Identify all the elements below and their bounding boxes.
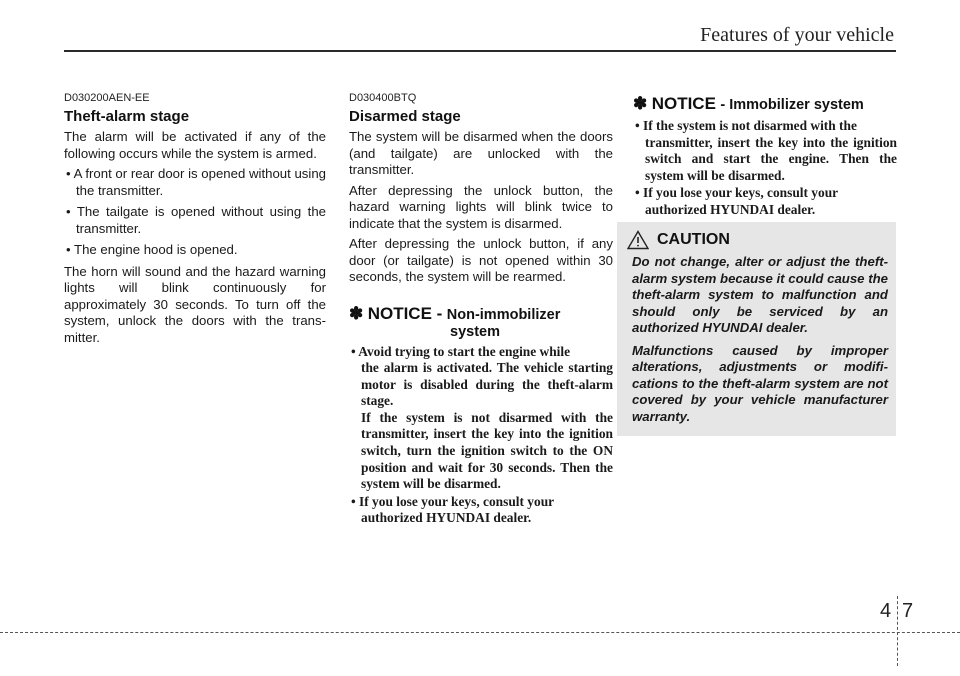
notice-heading-non-immobilizer — [349, 304, 613, 340]
list-item: • If you lose your keys, consult your authorized HYUNDAI dealer. — [351, 493, 555, 526]
disarmed-paragraph-3: After depressing the unlock button, if any door (or tailgate) is not opened within 30 seconds, the system will be rearmed. — [349, 236, 613, 284]
notice-star-icon: ✽ — [349, 303, 364, 323]
warning-triangle-icon — [627, 230, 649, 250]
disarmed-paragraph-1: The system will be disarmed when the doors (and tailgate) are unlocked with the transmitter. — [349, 129, 613, 177]
notice-star-icon: ✽ — [633, 94, 648, 113]
caution-box — [617, 222, 896, 436]
caution-title: CAUTION — [657, 231, 730, 248]
theft-alarm-section — [64, 92, 326, 350]
caution-body — [632, 254, 888, 431]
list-item: • If you lose your keys, consult your authorized HYUNDAI dealer. — [635, 185, 839, 217]
notice-subtitle: Non-immobilizer — [446, 306, 561, 323]
notice-immobilizer-list — [633, 118, 897, 219]
notice-label: NOTICE — [651, 94, 716, 113]
caution-heading — [627, 230, 730, 250]
page-number: 7 — [902, 600, 914, 622]
theft-bullet-list — [64, 166, 326, 259]
section-code: D030200AEN-EE — [64, 92, 150, 104]
list-item: • The engine hood is opened. — [66, 242, 238, 257]
notice-subtitle: - Immobilizer system — [720, 97, 864, 113]
section-code: D030400BTQ — [349, 92, 417, 104]
notice-heading-immobilizer — [633, 94, 897, 114]
theft-intro: The alarm will be activated if any of the following occurs while the system is armed. — [64, 129, 326, 161]
chapter-number: 4 — [880, 600, 892, 622]
list-item: • A front or rear door is opened without using the transmitter. — [66, 166, 326, 198]
disarmed-section — [349, 92, 613, 528]
header-rule — [64, 50, 896, 52]
page-number-separator — [897, 596, 898, 666]
caution-paragraph-1: Do not change, alter or adjust the theft-alarm system because it could cause the theft-alarm system to malfunction and should only be serviced by an authorized HYUNDAI dealer. — [632, 254, 888, 335]
page-header-title: Features of your vehicle — [700, 24, 894, 46]
list-item: • The tailgate is opened without using the transmitter. — [66, 204, 326, 236]
immobilizer-notice-section — [633, 94, 897, 220]
theft-paragraph: The horn will sound and the hazard warning lights will blink continuously for approximately 30 seconds. To turn off the system, unlock the doors with the trans-mitter. — [64, 263, 326, 345]
list-item: • Avoid trying to start the engine while the alarm is activated. The vehicle starting motor is disabled during the theft-alarm stage. If the system is not disarmed with the transmitter, insert the key into the ignition switch, turn the ignition switch to the ON position and wait for 30 seconds. Then the system will be disarmed. — [351, 343, 613, 492]
section-title: Disarmed stage — [349, 108, 461, 125]
disarmed-paragraph-2: After depressing the unlock button, the hazard warning lights will blink twice to indicate that the system is disarmed. — [349, 182, 613, 231]
section-title: Theft-alarm stage — [64, 108, 190, 125]
caution-paragraph-2: Malfunctions caused by improper alterations, adjustments or modifi-cations to the theft-alarm system are not covered by your vehicle manufacturer warranty. — [632, 342, 888, 424]
notice-label: NOTICE - — [367, 303, 443, 323]
footer-rule — [0, 632, 960, 633]
list-item: • If the system is not disarmed with the transmitter, insert the key into the ignition switch and start the engine. Then the system will be disarmed. — [635, 118, 897, 183]
notice-non-immobilizer-list — [349, 344, 613, 528]
notice-subtitle-line-2: system — [450, 323, 500, 340]
